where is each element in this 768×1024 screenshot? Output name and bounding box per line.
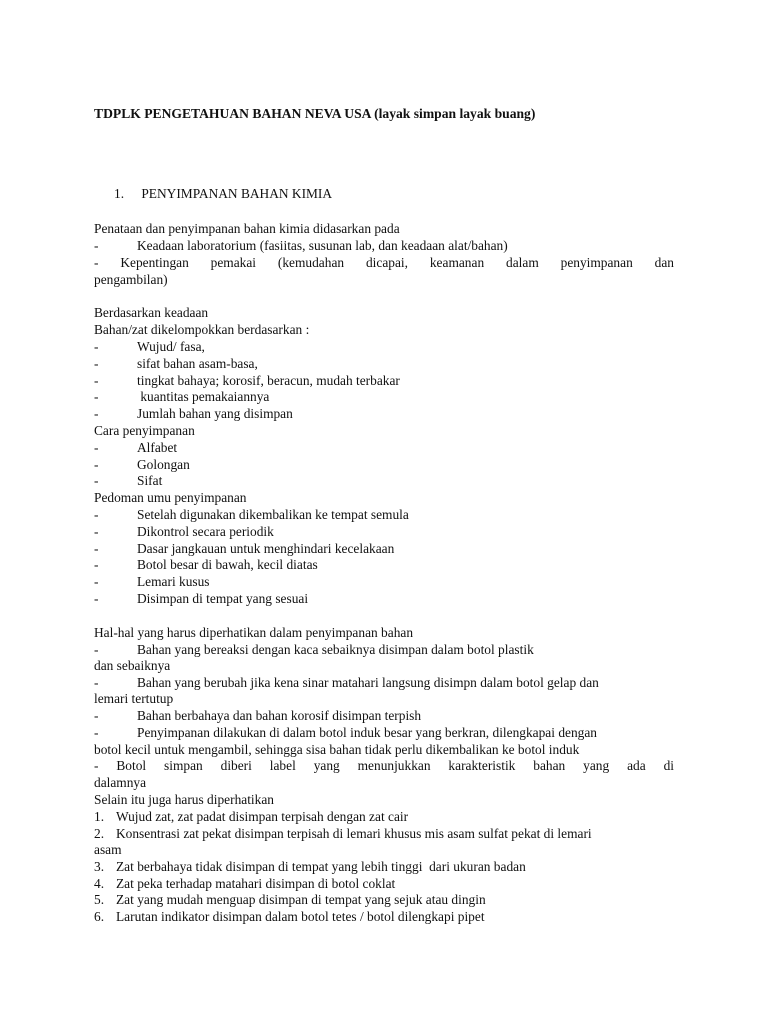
list-item-text: Disimpan di tempat yang sesuai — [137, 591, 309, 606]
item-number: 1. — [94, 809, 105, 824]
list-item-text: Kepentingan pemakai (kemudahan dicapai, keamanan dalam penyimpanan dan — [120, 255, 674, 270]
list-item-text: Keadaan laboratorium (fasiitas, susunan lab, dan keadaan alat/bahan) — [137, 238, 508, 253]
item-number: 6. — [94, 909, 105, 924]
subheading: Pedoman umu penyimpanan — [94, 490, 247, 505]
item-text: Zat peka terhadap matahari disimpan di botol coklat — [116, 876, 396, 891]
list-item-text: Sifat — [137, 473, 163, 488]
list-item — [94, 724, 674, 741]
section-heading — [114, 185, 694, 202]
dash-bullet: - — [94, 708, 99, 723]
list-item-text: Golongan — [137, 457, 190, 472]
document-title: TDPLK PENGETAHUAN BAHAN NEVA USA (layak simpan layak buang) — [94, 106, 536, 121]
list-item — [94, 556, 674, 573]
dash-bullet: - — [94, 725, 99, 740]
item-number: 2. — [94, 826, 105, 841]
item-text: Larutan indikator disimpan dalam botol tetes / botol dilengkapi pipet — [116, 909, 485, 924]
item-number: 3. — [94, 859, 105, 874]
list-item-text: Setelah digunakan dikembalikan ke tempat semula — [137, 507, 409, 522]
dash-bullet: - — [94, 557, 99, 572]
numbered-item — [94, 858, 674, 875]
list-item-text: Bahan yang bereaksi dengan kaca sebaiknya disimpan dalam botol plastik — [137, 642, 534, 657]
list-item-text: sifat bahan asam-basa, — [137, 356, 258, 371]
list-item — [94, 456, 674, 473]
list-item-text: Penyimpanan dilakukan di dalam botol induk besar yang berkran, dilengkapai dengan — [137, 725, 597, 740]
subheading: Hal-hal yang harus diperhatikan dalam penyimpanan bahan — [94, 625, 414, 640]
dash-bullet: - — [94, 389, 99, 404]
list-item-text: Jumlah bahan yang disimpan — [137, 406, 293, 421]
list-item — [94, 674, 674, 691]
list-item-text: kuantitas pemakaiannya — [137, 389, 270, 404]
list-item-text: Dikontrol secara periodik — [137, 524, 274, 539]
numbered-item — [94, 808, 674, 825]
numbered-item — [94, 825, 674, 842]
list-item — [94, 472, 674, 489]
dash-bullet: - — [94, 373, 99, 388]
list-item-continuation: pengambilan) — [94, 272, 168, 287]
list-item — [94, 707, 674, 724]
list-item-text: Lemari kusus — [137, 574, 210, 589]
list-item — [94, 405, 674, 422]
list-item — [94, 439, 674, 456]
numbered-item — [94, 908, 674, 925]
dash-bullet: - — [94, 591, 99, 606]
list-item-text: Botol simpan diberi label yang menunjukkan karakteristik bahan yang ada di — [116, 758, 674, 773]
list-item-continuation: dalamnya — [94, 775, 147, 790]
dash-bullet: - — [94, 758, 99, 773]
list-item-text: tingkat bahaya; korosif, beracun, mudah terbakar — [137, 373, 400, 388]
list-item — [94, 388, 674, 405]
list-item-continuation: botol kecil untuk mengambil, sehingga sisa bahan tidak perlu dikembalikan ke botol induk — [94, 742, 580, 757]
subheading: Cara penyimpanan — [94, 423, 195, 438]
dash-bullet: - — [94, 524, 99, 539]
list-item — [94, 254, 674, 271]
dash-bullet: - — [94, 406, 99, 421]
dash-bullet: - — [94, 675, 99, 690]
list-item — [94, 540, 674, 557]
item-text: Zat yang mudah menguap disimpan di tempat yang sejuk atau dingin — [116, 892, 486, 907]
dash-bullet: - — [94, 457, 99, 472]
dash-bullet: - — [94, 642, 99, 657]
list-item-text: Dasar jangkauan untuk menghindari kecelakaan — [137, 541, 395, 556]
list-item-text: Alfabet — [137, 440, 178, 455]
dash-bullet: - — [94, 238, 99, 253]
section-heading-text: PENYIMPANAN BAHAN KIMIA — [141, 186, 333, 201]
dash-bullet: - — [94, 356, 99, 371]
dash-bullet: - — [94, 574, 99, 589]
dash-bullet: - — [94, 440, 99, 455]
dash-bullet: - — [94, 507, 99, 522]
list-item — [94, 523, 674, 540]
dash-bullet: - — [94, 473, 99, 488]
numbered-item — [94, 875, 674, 892]
numbered-item — [94, 891, 674, 908]
item-number: 5. — [94, 892, 105, 907]
item-number: 4. — [94, 876, 105, 891]
section-number: 1. — [114, 186, 125, 201]
item-text: Zat berbahaya tidak disimpan di tempat yang lebih tinggi dari ukuran badan — [116, 859, 526, 874]
list-item — [94, 372, 674, 389]
list-item-text: Bahan yang berubah jika kena sinar matahari langsung disimpn dalam botol gelap dan — [137, 675, 599, 690]
list-item — [94, 338, 674, 355]
list-item — [94, 355, 674, 372]
item-text: Wujud zat, zat padat disimpan terpisah dengan zat cair — [116, 809, 409, 824]
subheading: Selain itu juga harus diperhatikan — [94, 792, 274, 807]
list-item-continuation: dan sebaiknya — [94, 658, 171, 673]
intro-paragraph: Penataan dan penyimpanan bahan kimia didasarkan pada — [94, 221, 400, 236]
list-item — [94, 757, 674, 774]
list-item-text: Botol besar di bawah, kecil diatas — [137, 557, 318, 572]
subheading: Bahan/zat dikelompokkan berdasarkan : — [94, 322, 310, 337]
subheading: Berdasarkan keadaan — [94, 305, 209, 320]
dash-bullet: - — [94, 255, 99, 270]
list-item-continuation: lemari tertutup — [94, 691, 174, 706]
dash-bullet: - — [94, 541, 99, 556]
list-item — [94, 641, 674, 658]
list-item — [94, 237, 674, 254]
dash-bullet: - — [94, 339, 99, 354]
list-item — [94, 506, 674, 523]
list-item — [94, 573, 674, 590]
item-text: Konsentrasi zat pekat disimpan terpisah di lemari khusus mis asam sulfat pekat di lemari — [116, 826, 592, 841]
list-item-text: Bahan berbahaya dan bahan korosif disimpan terpish — [137, 708, 422, 723]
list-item-text: Wujud/ fasa, — [137, 339, 205, 354]
list-item — [94, 590, 674, 607]
numbered-item-continuation: asam — [94, 842, 122, 857]
